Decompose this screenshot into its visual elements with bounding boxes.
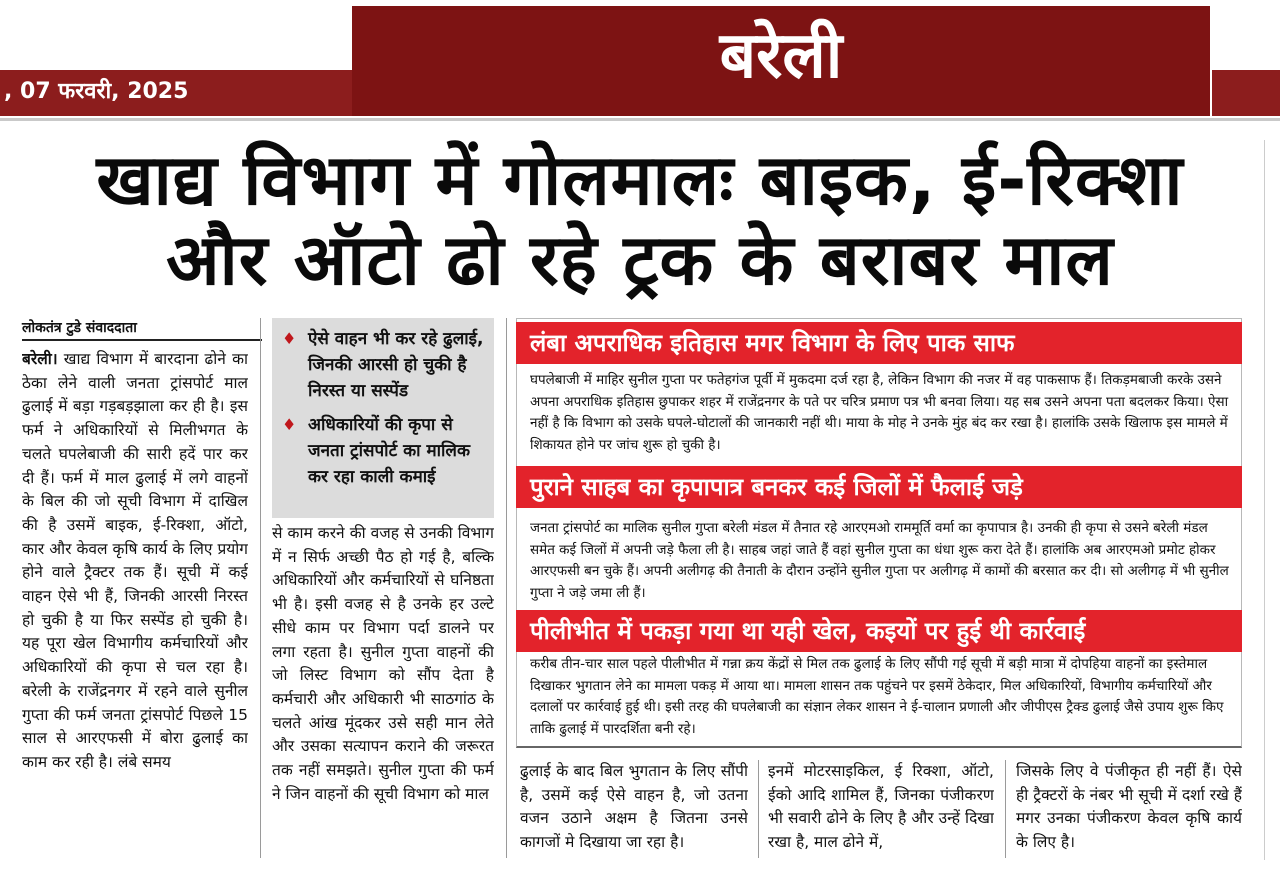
article-column-2: से काम करने की वजह से उनकी विभाग में न सिर्फ अच्छी पैठ हो गई है, बल्कि अधिकारियों और कर्मचारियों से घनिष्ठता भी है। इसी वजह से है उनके हर उल्टे सीधे काम पर विभाग पर्दा डालने पर लगा रहता है। सुनील गुप्ता वाहनों की जो लिस्ट विभाग को सौंप देता है कर्मचारी और अधिकारी भी साठगांठ के चलते आंख मूंदकर उसे सही मान लेते और उसका सत्यापन कराने की जरूरत तक नहीं समझते। सुनील गुप्ता की फर्म ने जिन वाहनों की सूची विभाग को माल <box>272 524 494 803</box>
column-divider <box>506 318 507 858</box>
column-divider <box>260 318 261 858</box>
article-column-5: जिसके लिए वे पंजीकृत ही नहीं हैं। ऐसे ही ट्रैक्टरों के नंबर भी सूची में दर्शा रखे हैं मगर उनका पंजीकरण केवल कृषि कार्य के लिए है। <box>1016 762 1242 852</box>
sidebar-heading-2: पुराने साहब का कृपापात्र बनकर कई जिलों में फैलाई जड़े <box>516 466 1242 508</box>
column-divider <box>1005 760 1006 858</box>
article-column-4: इनमें मोटरसाइकिल, ई रिक्शा, ऑटो, ईको आदि शामिल हैं, जिनका पंजीकरण भी सवारी ढोने के लिए है और उन्हें दिखा रखा है, माल ढोने में, <box>768 762 994 852</box>
sidebar-heading-1: लंबा अपराधिक इतिहास मगर विभाग के लिए पाक साफ <box>516 322 1242 364</box>
sidebar-body-1: घपलेबाजी में माहिर सुनील गुप्ता पर फतेहगंज पूर्वी में मुकदमा दर्ज रहा है, लेकिन विभाग की नजर में वह पाकसाफ हैं। तिकड़मबाजी करके उसने अपना अपराधिक इतिहास छुपाकर शहर में राजेंद्रनगर के पते पर चरित्र प्रमाण पत्र भी बनवा लिया। यह सब उसने अपना पता बदलकर किया। ऐसा नहीं है कि विभाग को उसके घपले-घोटालों की जानकारी नहीं थी। माया के मोह ने उनके मुंह बंद कर रखा है। हालांकि उसके खिलाफ इस मामले में शिकायत होने पर जांच शुरू हो चुकी है। <box>530 372 1229 453</box>
sidebar-body-2: जनता ट्रांसपोर्ट का मालिक सुनील गुप्ता बरेली मंडल में तैनात रहे आरएमओ राममूर्ति वर्मा का कृपापात्र है। उनकी ही कृपा से उसने बरेली मंडल समेत कई जिलों में अपनी जड़े फैला ली है। साहब जहां जाते हैं वहां सुनील गुप्ता का धंधा शुरू करा देते हैं। हालांकि अब आरएमओ प्रमोट होकर आरएफसी बन चुके हैं। अपनी अलीगढ़ की तैनाती के दौरान उन्होंने सुनील गुप्ता पर अलीगढ़ में कामों की बरसात कर दी। सो अलीगढ़ में भी सुनील गुप्ता ने जड़े जमा ली हैं। <box>530 520 1229 601</box>
issue-date: , 07 फरवरी, 2025 <box>4 79 189 104</box>
article-column-1 <box>22 348 248 856</box>
header-band-right <box>1212 70 1280 116</box>
column-divider <box>758 760 759 858</box>
sidebar-heading-3: पीलीभीत में पकड़ा गया था यही खेल, कइयों पर हुई थी कार्रवाई <box>516 610 1242 652</box>
highlights-box <box>272 318 494 518</box>
highlight-text: ऐसे वाहन भी कर रहे ढुलाई, जिनकी आरसी हो चुकी है निरस्त या सस्पेंड <box>308 329 484 401</box>
dateline: बरेली। <box>22 350 58 368</box>
highlight-item <box>282 412 486 490</box>
header-rule <box>0 118 1280 121</box>
article-column-3: ढुलाई के बाद बिल भुगतान के लिए सौंपी है, उसमें कई ऐसे वाहन है, जो उतना वजन उठाने अक्षम है जितना उनसे कागजों मे दिखाया जा रहा है। <box>520 762 748 852</box>
diamond-bullet-icon: ♦ <box>282 329 297 348</box>
diamond-bullet-icon: ♦ <box>282 415 297 434</box>
highlight-item <box>282 326 486 404</box>
headline-line-1: खाद्य विभाग में गोलमालः बाइक, ई-रिक्शा <box>96 139 1184 221</box>
headline-line-2: और ऑटो ढो रहे ट्रक के बराबर माल <box>166 219 1114 301</box>
highlight-text: अधिकारियों की कृपा से जनता ट्रांसपोर्ट का मालिक कर रहा काली कमाई <box>308 415 470 487</box>
sidebar-body-3: करीब तीन-चार साल पहले पीलीभीत में गन्ना क्रय केंद्रों से मिल तक ढुलाई के लिए सौंपी गई सूची में बड़ी मात्रा में दोपहिया वाहनों का इस्तेमाल दिखाकर भुगतान लेने का मामला पकड़ में आया था। मामला शासन तक पहुंचने पर इसमें ठेकेदार, मिल अधिकारियों, विभागीय कर्मचारियों और दलालों पर कार्रवाई हुई थी। इसी तरह की घपलेबाजी का संज्ञान लेकर शासन ने ई-चालान प्रणाली और जीपीएस ट्रैक्ड ढुलाई जैसे उपाय शुरू किए ताकि ढुलाई में पारदर्शिता बनी रहे। <box>530 656 1224 737</box>
adjacent-column-edge <box>1264 140 1280 860</box>
section-title: बरेली <box>719 19 843 93</box>
headline <box>0 140 1280 300</box>
byline: लोकतंत्र टुडे संवाददाता <box>22 318 262 341</box>
column-1-text: खाद्य विभाग में बारदाना ढोने का ठेका लेने वाली जनता ट्रांसपोर्ट माल ढुलाई में बड़ा गड़बड़झाला कर ही है। इस फर्म ने अधिकारियों से मिलीभगत के चलते घपलेबाजी की सारी हदें पार कर दी हैं। फर्म में माल ढुलाई में लगे वाहनों के बिल की जो सूची विभाग में दाखिल की है उसमें बाइक, ई-रिक्शा, ऑटो, कार और केवल कृषि कार्य के लिए प्रयोग होने वाले ट्रैक्टर तक हैं। सूची में कई वाहन ऐसे भी हैं, जिनकी आरसी निरस्त हो चुकी है या फिर सस्पेंड हो चुकी है। यह पूरा खेल विभागीय कर्मचारियों और अधिकारियों की कृपा से चल रहा है। बरेली के राजेंद्रनगर में रहने वाले सुनील गुप्ता की फर्म जनता ट्रांसपोर्ट पिछले 15 साल से आरएफसी में बोरा ढुलाई का काम कर रही है। लंबे समय <box>22 350 248 771</box>
